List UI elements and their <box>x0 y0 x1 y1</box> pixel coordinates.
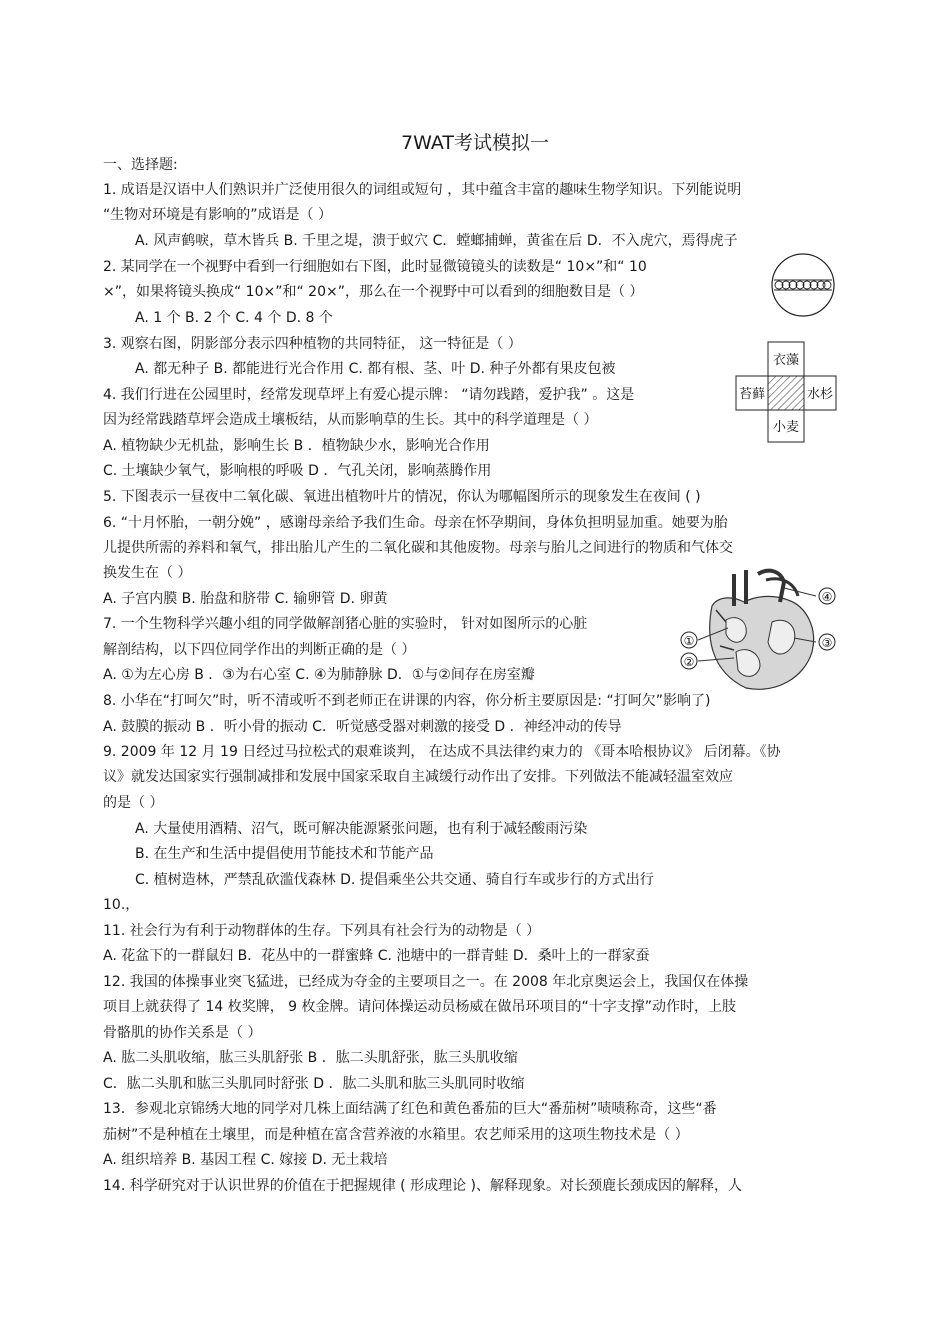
text-line: A. 花盆下的一群鼠妇 B．花丛中的一群蜜蜂 C. 池塘中的一群青蛙 D．桑叶上的一群家蚕 <box>103 948 650 964</box>
text-line: 9. 2009 年 12 月 19 日经过马拉松式的艰难谈判， 在达成不具法律约束力的 《哥本哈根协议》 后闭幕。《协 <box>103 744 781 760</box>
plant-label-top: 衣藻 <box>772 353 800 368</box>
text-line: 儿提供所需的养料和氧气，排出胎儿产生的二氧化碳和其他废物。母亲与胎儿之间进行的物质和气体交 <box>103 540 733 556</box>
text-line: A. 肱二头肌收缩，肱三头肌舒张 B ．肱二头肌舒张，肱三头肌收缩 <box>103 1050 518 1066</box>
text-line: 骨骼肌的协作关系是（ ） <box>103 1025 262 1041</box>
text-line: A. 子宫内膜 B. 胎盘和脐带 C. 输卵管 D. 卵黄 <box>103 591 388 607</box>
text-line: A. 植物缺少无机盐，影响生长 B ．植物缺少水，影响光合作用 <box>103 438 490 454</box>
section-heading: 一、选择题: <box>103 157 178 173</box>
text-line: A. 都无种子 B. 都能进行光合作用 C. 都有根、茎、叶 D. 种子外都有果皮包被 <box>135 361 616 377</box>
plant-label-left: 苔藓 <box>738 387 766 402</box>
text-line: C．肱二头肌和肱三头肌同时舒张 D ．肱二头肌和肱三头肌同时收缩 <box>103 1076 525 1092</box>
text-line: A. 组织培养 B. 基因工程 C. 嫁接 D. 无土栽培 <box>103 1152 388 1168</box>
text-line: 11. 社会行为有利于动物群体的生存。下列具有社会行为的动物是（ ） <box>103 923 541 939</box>
text-line: A. 1 个 B. 2 个 C. 4 个 D. 8 个 <box>135 310 333 326</box>
text-line: 7. 一个生物科学兴趣小组的同学做解剖猪心脏的实验时， 针对如图所示的心脏 <box>103 616 588 632</box>
text-line: A. 大量使用酒精、沼气，既可解决能源紧张问题，也有利于减轻酸雨污染 <box>135 821 588 837</box>
text-line: 6. “十月怀胎，一朝分娩” ，感谢母亲给予我们生命。母亲在怀孕期间，身体负担明显加重。她要为胎 <box>103 515 728 531</box>
text-line: 3. 观察右图，阴影部分表示四种植物的共同特征， 这一特征是（ ） <box>103 336 522 352</box>
microscope-field-figure <box>770 252 836 318</box>
text-line: ×”，如果将镜头换成“ 10×”和“ 20×”，那么在一个视野中可以看到的细胞数目是（ ） <box>103 284 644 300</box>
text-line: 1. 成语是汉语中人们熟识并广泛使用很久的词组或短句 ，其中蕴含丰富的趣味生物学知识。下列能说明 <box>103 182 742 198</box>
text-line: 换发生在（ ） <box>103 565 192 581</box>
text-line: C. 植树造林，严禁乱砍滥伐森林 D. 提倡乘坐公共交通、骑自行车或步行的方式出行 <box>135 872 654 888</box>
heart-diagram-figure <box>676 566 842 698</box>
text-line: 4. 我们行进在公园里时，经常发现草坪上有爱心提示牌： “请勿践踏，爱护我” 。这是 <box>103 387 635 403</box>
plant-label-bottom: 小麦 <box>772 420 800 435</box>
text-line: C. 土壤缺少氧气，影响根的呼吸 D ．气孔关闭，影响蒸腾作用 <box>103 463 492 479</box>
text-line: 解剖结构，以下四位同学作出的判断正确的是（ ） <box>103 642 416 658</box>
text-line: A. 鼓膜的振动 B ．听小骨的振动 C．听觉感受器对刺激的接受 D ．神经冲动的传导 <box>103 719 622 735</box>
text-line: 8. 小华在“打呵欠”时，听不清或听不到老师正在讲课的内容，你分析主要原因是: “打呵欠”影响了) <box>103 693 711 709</box>
text-line: 13．参观北京锦绣大地的同学对几株上面结满了红色和黄色番茄的巨大“番茄树”啧啧称奇，这些“番 <box>103 1101 717 1117</box>
plant-label-right: 水杉 <box>806 387 834 402</box>
text-line: 2. 某同学在一个视野中看到一行细胞如右下图，此时显微镜镜头的读数是“ 10×”和“ 10 <box>103 259 647 275</box>
heart-label-1: ① <box>683 634 695 648</box>
text-line: A. ①为左心房 B ．③为右心室 C. ④为肺静脉 D．①与②间存在房室瓣 <box>103 667 535 683</box>
heart-label-3: ③ <box>821 636 833 650</box>
text-line: 14. 科学研究对于认识世界的价值在于把握规律 ( 形成理论 )、解释现象。对长颈鹿长颈成因的解释，人 <box>103 1178 742 1194</box>
heart-label-4: ④ <box>821 590 833 604</box>
text-line: 茄树”不是种植在土壤里，而是种植在富含营养液的水箱里。农艺师采用的这项生物技术是（ ） <box>103 1127 689 1143</box>
plant-classification-figure <box>734 340 838 444</box>
heart-label-2: ② <box>683 655 695 669</box>
text-line: “生物对环境是有影响的”成语是（ ） <box>103 207 332 223</box>
text-line: A. 风声鹤唳，草木皆兵 B. 千里之堤，溃于蚁穴 C．螳螂捕蝉，黄雀在后 D．不入虎穴，焉得虎子 <box>135 233 738 249</box>
text-line: 议》就发达国家实行强制减排和发展中国家采取自主减缓行动作出了安排。下列做法不能减轻温室效应 <box>103 769 733 785</box>
text-line: 10.， <box>103 897 140 913</box>
text-line: 因为经常践踏草坪会造成土壤板结，从而影响草的生长。其中的科学道理是（ ） <box>103 412 598 428</box>
text-line: 的是（ ） <box>103 795 164 811</box>
text-line: 12. 我国的体操事业突飞猛进，已经成为夺金的主要项目之一。在 2008 年北京奥运会上，我国仅在体操 <box>103 974 749 990</box>
text-line: 项目上就获得了 14 枚奖牌， 9 枚金牌。请问体操运动员杨威在做吊环项目的“十字支撑”动作时，上肢 <box>103 999 737 1015</box>
page-title: 7WAT考试模拟一 <box>401 132 549 154</box>
text-line: 5. 下图表示一昼夜中二氧化碳、氧进出植物叶片的情况，你认为哪幅图所示的现象发生在夜间 ( ) <box>103 489 701 505</box>
text-line: B. 在生产和生活中提倡使用节能技术和节能产品 <box>135 846 434 862</box>
